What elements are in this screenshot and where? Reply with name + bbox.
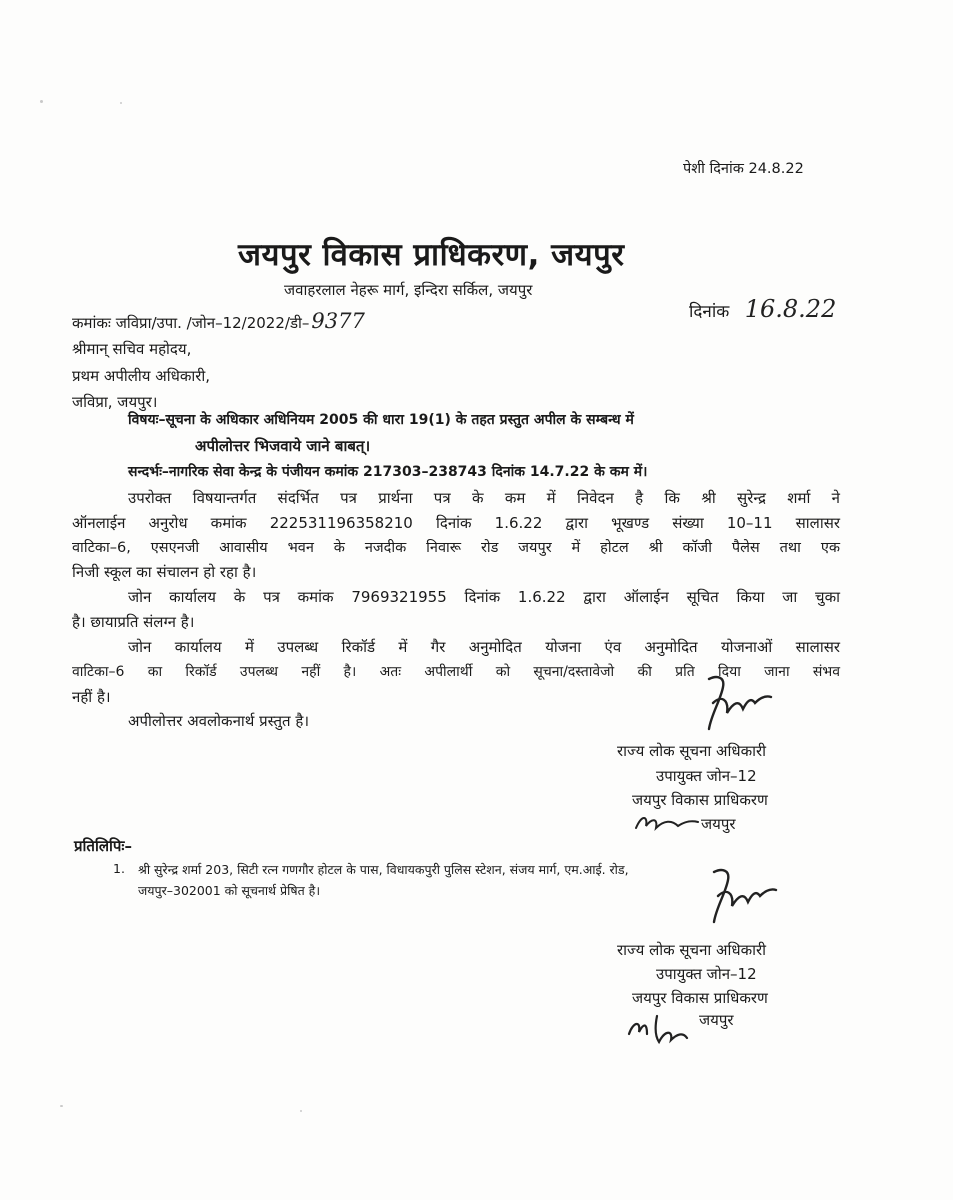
body-text-line: जोन कार्यालय में उपलब्ध रिकॉर्ड में गैर अनुमोदित योजना एंव अनुमोदित योजनाओं सालासर [128, 638, 840, 656]
signature-designation: उपायुक्त जोन–12 [656, 965, 757, 983]
body-text-line: उपरोक्त विषयान्तर्गत संदर्भित पत्र प्रार्थना पत्र के कम में निवेदन है कि श्री सुरेन्द्र शर्मा ने [128, 489, 840, 507]
handwritten-signature [700, 866, 790, 936]
copy-item-line: जयपुर–302001 को सूचनार्थ प्रेषित है। [138, 883, 321, 898]
org-title: जयपुर विकास प्राधिकरण, जयपुर [238, 237, 625, 273]
reference-line: सन्दर्भः–नागरिक सेवा केन्द्र के पंजीयन कमांक 217303–238743 दिनांक 14.7.22 के कम में। [128, 464, 648, 480]
initials-scribble [632, 808, 702, 838]
body-text-line: निजी स्कूल का संचालन हो रहा है। [72, 563, 257, 581]
signature-designation: जयपुर [701, 815, 736, 833]
copy-item-line: श्री सुरेन्द्र शर्मा 203, सिटी रत्न गणगौर होटल के पास, विधायकपुरी पुलिस स्टेशन, संजय मार्ग, एम.आई. रोड, [138, 862, 629, 877]
body-text-line: ऑनलाईन अनुरोध कमांक 222531196358210 दिनांक 1.6.22 द्वारा भूखण्ड संख्या 10–11 सालासर [72, 514, 840, 532]
copy-label: प्रतिलिपिः– [74, 837, 132, 855]
ref-number-handwritten: 9377 [311, 309, 365, 333]
letter-ref-number [72, 309, 365, 333]
scan-speck [120, 102, 122, 104]
letter-date [689, 295, 836, 323]
body-text-line: अपीलोत्तर अवलोकनार्थ प्रस्तुत है। [128, 712, 310, 730]
addressee-line: श्रीमान् सचिव महोदय, [72, 340, 192, 358]
signature-designation: राज्य लोक सूचना अधिकारी [617, 742, 767, 760]
addressee-line: प्रथम अपीलीय अधिकारी, [72, 367, 211, 385]
org-address: जवाहरलाल नेहरू मार्ग, इन्दिरा सर्किल, जयपुर [284, 281, 533, 299]
body-text-line: नहीं है। [72, 688, 111, 706]
body-text-line: जोन कार्यालय के पत्र कमांक 7969321955 दिनांक 1.6.22 द्वारा ऑलाईन सूचित किया जा चुका [128, 588, 840, 606]
signature-designation: जयपुर [699, 1011, 734, 1029]
body-text-line: है। छायाप्रति संलग्न है। [72, 613, 195, 631]
signature-designation: उपायुक्त जोन–12 [656, 767, 757, 785]
scan-speck [300, 1110, 302, 1112]
initials-scribble [625, 1008, 700, 1048]
date-label: दिनांक [689, 302, 730, 322]
hearing-date: पेशी दिनांक 24.8.22 [683, 161, 804, 177]
signature-designation: जयपुर विकास प्राधिकरण [632, 791, 768, 809]
copy-item-number: 1. [113, 861, 125, 876]
signature-designation: जयपुर विकास प्राधिकरण [632, 989, 768, 1007]
subject-line: विषयः–सूचना के अधिकार अधिनियम 2005 की धारा 19(1) के तहत प्रस्तुत अपील के सम्बन्ध में [128, 412, 634, 428]
scan-speck [60, 1105, 63, 1107]
date-handwritten: 16.8.22 [744, 295, 837, 323]
addressee-line: जविप्रा, जयपुर। [72, 393, 158, 411]
body-text-line: वाटिका–6, एसएनजी आवासीय भवन के नजदीक निवारू रोड जयपुर में होटल श्री कॉजी पैलेस तथा एक [72, 540, 840, 556]
subject-line: अपीलोत्तर भिजवाये जाने बाबत्। [195, 437, 371, 455]
handwritten-signature [695, 673, 785, 743]
signature-designation: राज्य लोक सूचना अधिकारी [617, 941, 767, 959]
body-text-line: वाटिका–6 का रिकॉर्ड उपलब्ध नहीं है। अतः अपीलार्थी को सूचना/दस्तावेजो की प्रति दिया जाना संभव [72, 664, 840, 680]
ref-prefix: कमांकः जविप्रा/उपा. /जोन–12/2022/डी– [72, 314, 310, 332]
scan-speck [40, 100, 43, 103]
